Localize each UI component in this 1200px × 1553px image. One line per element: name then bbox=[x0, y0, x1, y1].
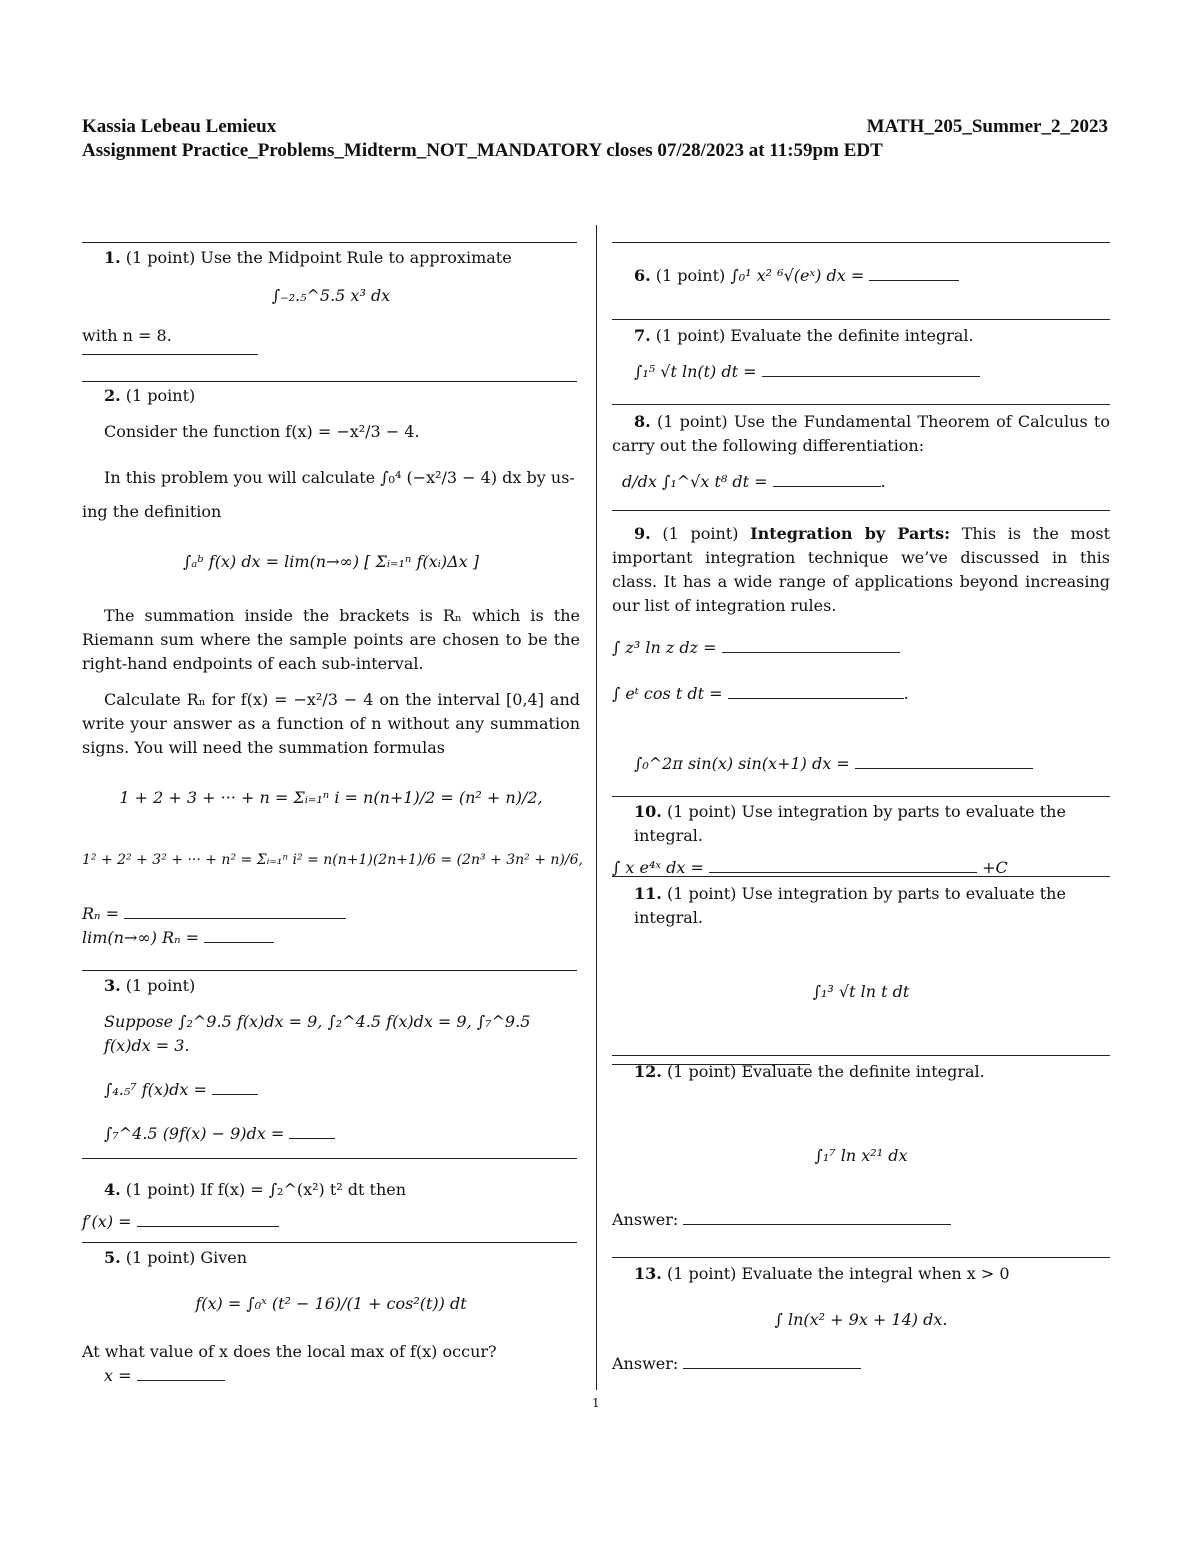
problem-number: 2. bbox=[104, 386, 121, 405]
answer-blank[interactable] bbox=[124, 902, 346, 919]
problem-8: 8. (1 point) Use the Fundamental Theorem of Calculus to carry out the following differentiation: d/dx ∫₁^√x t⁸ dt = . bbox=[612, 412, 1110, 491]
problem-text: Consider the function f(x) = −x²/3 − 4. bbox=[104, 422, 420, 441]
answer-label: ∫₄.₅⁷ f(x)dx = bbox=[104, 1080, 207, 1099]
divider bbox=[612, 796, 1110, 797]
divider bbox=[612, 404, 1110, 405]
divider bbox=[82, 242, 577, 243]
answer-blank[interactable] bbox=[762, 360, 980, 377]
answer-label: ∫₇^4.5 (9f(x) − 9)dx = bbox=[104, 1124, 285, 1143]
problem-number: 11. bbox=[634, 884, 662, 903]
integral-expression: ∫ eᵗ cos t dt = bbox=[612, 684, 723, 703]
problem-text: Suppose ∫₂^9.5 f(x)dx = 9, ∫₂^4.5 f(x)dx = 9, ∫₇^9.5 f(x)dx = 3. bbox=[104, 1012, 531, 1055]
problem-1 bbox=[82, 246, 580, 355]
problem-question: At what value of x does the local max of f(x) occur? bbox=[82, 1342, 497, 1361]
problem-2 bbox=[82, 384, 583, 950]
problem-number: 4. bbox=[104, 1180, 121, 1199]
answer-label: f′(x) = bbox=[82, 1212, 132, 1231]
problem-text: (1 point) Use the Midpoint Rule to approximate bbox=[125, 248, 512, 267]
answer-blank[interactable] bbox=[204, 926, 274, 943]
function-definition: f(x) = ∫₀ˣ (t² − 16)/(1 + cos²(t)) dt bbox=[195, 1294, 467, 1313]
problem-4 bbox=[82, 1178, 580, 1234]
problem-number: 7. bbox=[634, 326, 651, 345]
problem-number: 12. bbox=[634, 1062, 662, 1081]
divider bbox=[612, 876, 1110, 877]
answer-blank[interactable] bbox=[773, 470, 881, 487]
problem-7 bbox=[612, 324, 1110, 384]
problem-9: 9. (1 point) Integration by Parts: This is the most important integration technique we’ve discussed in this class. It has a wide range of applications beyond increasing our list of integration rules. ∫ z³ ln z dz = ∫ eᵗ cos t dt = . ∫₀^2π sin(x) sin(x+1) dx = bbox=[612, 524, 1110, 773]
problem-5 bbox=[82, 1246, 580, 1388]
sum-formula-2: 1² + 2² + 3² + ··· + n² = Σᵢ₌₁ⁿ i² = n(n+1)(2n+1)/6 = (2n³ + 3n² + n)/6, bbox=[82, 852, 583, 868]
problem-text: The summation inside the brackets is Rₙ which is the Riemann sum where the sample points are chosen to be the right-hand endpoints of each sub-interval. bbox=[82, 606, 580, 673]
problem-text: (1 point) Evaluate the definite integral. bbox=[666, 1062, 985, 1081]
integral-expression: ∫₁³ √t ln t dt bbox=[812, 982, 910, 1001]
answer-blank[interactable] bbox=[212, 1078, 258, 1095]
answer-blank[interactable] bbox=[709, 856, 977, 873]
problem-points: (1 point) bbox=[125, 976, 196, 995]
answer-label: lim(n→∞) Rₙ = bbox=[82, 928, 200, 947]
problem-points: (1 point) bbox=[662, 524, 739, 543]
problem-text: (1 point) Evaluate the integral when x > 0 bbox=[666, 1264, 1010, 1283]
integral-expression: ∫ x e⁴ˣ dx = bbox=[612, 858, 704, 877]
constant-label: +C bbox=[982, 858, 1008, 877]
problem-6 bbox=[612, 264, 1110, 288]
problem-text: (1 point) Given bbox=[125, 1248, 248, 1267]
problem-text: (1 point) Use integration by parts to evaluate the integral. bbox=[634, 884, 1066, 927]
answer-blank[interactable] bbox=[137, 1364, 225, 1381]
answer-blank[interactable] bbox=[728, 682, 904, 699]
divider bbox=[82, 381, 577, 382]
problem-points: (1 point) bbox=[655, 266, 726, 285]
problem-3 bbox=[82, 974, 580, 1146]
integral-expression: ∫₋₂.₅^5.5 x³ dx bbox=[271, 286, 391, 305]
integral-expression: ∫₀¹ x² ⁶√(eˣ) dx = bbox=[730, 266, 865, 285]
answer-label: Answer: bbox=[612, 1210, 679, 1229]
answer-blank[interactable] bbox=[869, 264, 959, 281]
integral-expression: ∫ z³ ln z dz = bbox=[612, 638, 717, 657]
problem-number: 13. bbox=[634, 1264, 662, 1283]
problem-number: 5. bbox=[104, 1248, 121, 1267]
problem-text: In this problem you will calculate ∫₀⁴ (−x²/3 − 4) dx by us- bbox=[104, 468, 575, 487]
integral-expression: ∫₁⁷ ln x²¹ dx bbox=[814, 1146, 908, 1165]
problem-number: 8. bbox=[634, 412, 651, 431]
divider bbox=[612, 1055, 1110, 1056]
answer-blank[interactable] bbox=[722, 636, 900, 653]
derivative-expression: d/dx ∫₁^√x t⁸ dt = bbox=[622, 472, 768, 491]
course-name: MATH_205_Summer_2_2023 bbox=[866, 116, 1108, 137]
integral-expression: ∫ ln(x² + 9x + 14) dx. bbox=[774, 1310, 948, 1329]
column-divider bbox=[596, 225, 597, 1390]
problem-number: 3. bbox=[104, 976, 121, 995]
problem-number: 1. bbox=[104, 248, 121, 267]
divider bbox=[612, 319, 1110, 320]
answer-blank[interactable] bbox=[683, 1208, 951, 1225]
problem-11 bbox=[612, 882, 1110, 1065]
divider bbox=[82, 1158, 577, 1159]
divider bbox=[82, 970, 577, 971]
assignment-title: Assignment Practice_Problems_Midterm_NOT_MANDATORY closes 07/28/2023 at 11:59pm EDT bbox=[82, 140, 883, 161]
problem-number: 10. bbox=[634, 802, 662, 821]
problem-text: Calculate Rₙ for f(x) = −x²/3 − 4 on the interval [0,4] and write your answer as a function of n without any summation signs. You will need the summation formulas bbox=[82, 690, 580, 757]
answer-label: Rₙ = bbox=[82, 904, 120, 923]
problem-number: 6. bbox=[634, 266, 651, 285]
problem-text: ing the definition bbox=[82, 502, 222, 521]
page-number: 1 bbox=[592, 1396, 600, 1410]
answer-blank[interactable] bbox=[289, 1122, 335, 1139]
problem-text: (1 point) Evaluate the definite integral. bbox=[655, 326, 974, 345]
divider bbox=[612, 1257, 1110, 1258]
problem-13 bbox=[612, 1262, 1110, 1376]
sum-formula-1: 1 + 2 + 3 + ··· + n = Σᵢ₌₁ⁿ i = n(n+1)/2 = (n² + n)/2, bbox=[119, 788, 543, 807]
answer-label: x = bbox=[104, 1366, 132, 1385]
topic-label: Integration by Parts: bbox=[750, 524, 951, 543]
problem-12 bbox=[612, 1060, 1110, 1232]
student-name: Kassia Lebeau Lemieux bbox=[82, 116, 277, 137]
problem-number: 9. bbox=[634, 524, 651, 543]
divider bbox=[82, 1242, 577, 1243]
answer-blank[interactable] bbox=[855, 752, 1033, 769]
answer-blank[interactable] bbox=[683, 1352, 861, 1369]
problem-points: (1 point) bbox=[125, 386, 196, 405]
problem-text: (1 point) Use integration by parts to evaluate the integral. bbox=[634, 802, 1066, 845]
answer-blank[interactable] bbox=[82, 354, 258, 355]
integral-expression: ∫₀^2π sin(x) sin(x+1) dx = bbox=[634, 754, 850, 773]
answer-label: Answer: bbox=[612, 1354, 679, 1373]
divider bbox=[612, 242, 1110, 243]
problem-text: (1 point) If f(x) = ∫₂^(x²) t² dt then bbox=[125, 1180, 407, 1199]
integral-expression: ∫₁⁵ √t ln(t) dt = bbox=[634, 362, 757, 381]
problem-text: (1 point) Use the Fundamental Theorem of Calculus to carry out the following differentiation: bbox=[612, 412, 1110, 455]
definition-formula: ∫ₐᵇ f(x) dx = lim(n→∞) [ Σᵢ₌₁ⁿ f(xᵢ)Δx ] bbox=[182, 552, 480, 571]
problem-10 bbox=[612, 800, 1110, 880]
answer-blank[interactable] bbox=[137, 1210, 279, 1227]
problem-text: This is the most important integration technique we’ve discussed in this class. It has a wide range of applications beyond increasing our list of integration rules. bbox=[612, 524, 1110, 615]
problem-note: with n = 8. bbox=[82, 326, 172, 345]
divider bbox=[612, 510, 1110, 511]
